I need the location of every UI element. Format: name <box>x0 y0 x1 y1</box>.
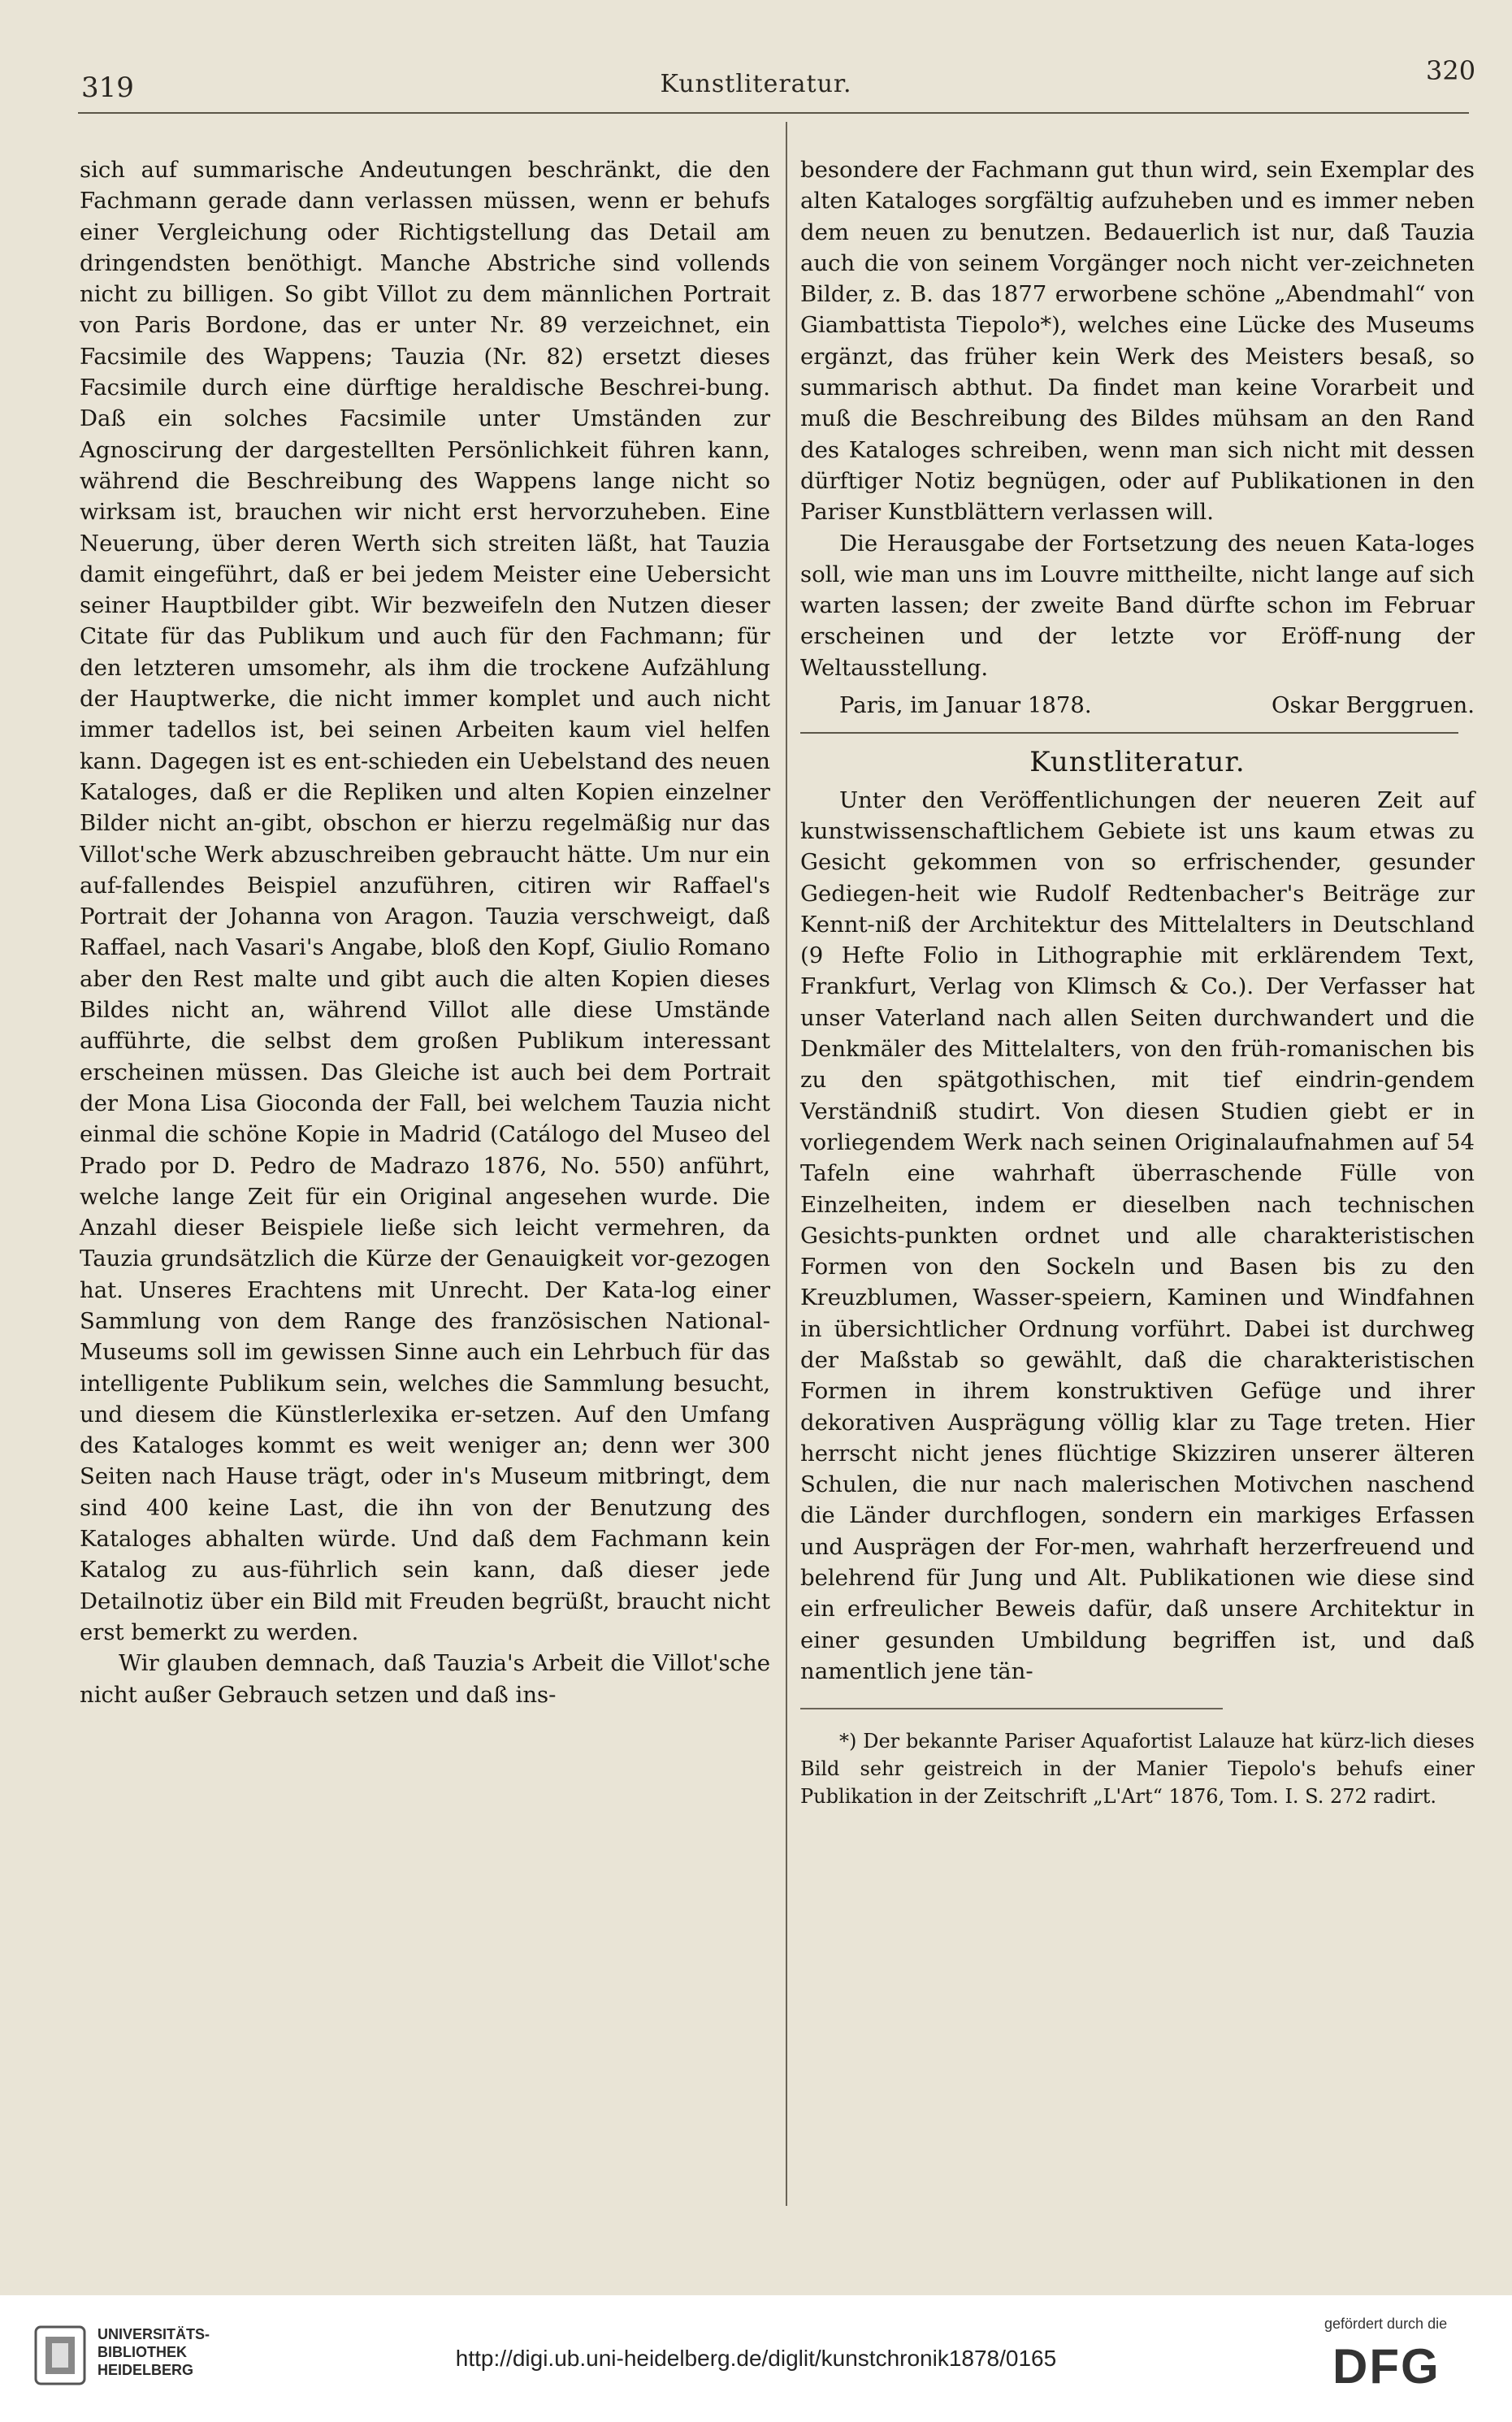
section-title: Kunstliteratur. <box>1029 746 1246 779</box>
right-paragraph-2: Die Herausgabe der Fortsetzung des neuen Kata-loges soll, wie man uns im Louvre mittheilte, nicht lange auf sich warten lassen; der zweite Band dürfte schon im Februar erscheinen und der letzte vor Eröff-nung der Weltausstellung. <box>800 530 1475 681</box>
header-rule <box>78 112 1469 114</box>
section-paragraph: Unter den Veröffentlichungen der neueren Zeit auf kunstwissenschaftlichem Gebiete ist uns kaum etwas zu Gesicht gekommen von so erfrischender, gesunder Gediegen-heit wie Rudolf Redtenbacher's Beiträge zur Kennt-niß der Architektur des Mittelalters in Deutschland (9 Hefte Folio in Lithographie mit erklärendem Text, Frankfurt, Verlag von Klimsch & Co.). Der Verfasser hat unser Vaterland nach allen Seiten durchwandert und die Denkmäler des Mittelalters, von den früh-romanischen bis zu den spätgothischen, mit tief eindrin-gendem Verständniß studirt. Von diesen Studien giebt er in vorliegendem Werk nach seinen Originalaufnahmen auf 54 Tafeln eine wahrhaft überraschende Fülle von Einzelheiten, indem er dieselben nach technischen Gesichts-punkten ordnet und alle charakteristischen Formen von den Sockeln und Basen bis zu den Kreuzblumen, Wasser-speiern, Kaminen und Windfahnen in übersichtlicher Ordnung vorführt. Dabei ist durchweg der Maßstab so gewählt, daß die charakteristischen Formen in ihrem konstruktiven Gefüge und ihrer dekorativen Ausprägung völlig klar zu Tage treten. Hier herrscht nicht jenes flüchtige Skizziren unserer älteren Schulen, die nur nach malerischen Motivchen naschend die Länder durchflogen, sondern ein markiges Erfassen und Ausprägen der For-men, wahrhaft herzerfreuend und belehrend für Jung und Alt. Publikationen wie diese sind ein erfreulicher Beweis dafür, daß unsere Architektur in einer gesunden Umbildung begriffen ist, und daß namentlich jene tän- <box>800 786 1475 1684</box>
funded-by-label: gefördert durch die <box>1324 2316 1448 2332</box>
library-name-line: HEIDELBERG <box>97 2362 194 2378</box>
footnote-rule <box>800 1708 1223 1709</box>
right-column <box>800 154 1475 1810</box>
permalink-url[interactable]: http://digi.ub.uni-heidelberg.de/diglit/kunstchronik1878/0165 <box>455 2346 1057 2371</box>
left-column <box>80 154 770 1710</box>
left-paragraph-1: sich auf summarische Andeutungen beschränkt, die den Fachmann gerade dann verlassen müssen, wenn er behufs einer Vergleichung oder Richtigstellung das Detail am dringendsten benöthigt. Manche Abstriche sind vollends nicht zu billigen. So gibt Villot zu dem männlichen Portrait von Paris Bordone, das er unter Nr. 89 verzeichnet, ein Facsimile des Wappens; Tauzia (Nr. 82) ersetzt dieses Facsimile durch eine dürftige heraldische Beschrei-bung. Daß ein solches Facsimile unter Umständen zur Agnoscirung der dargestellten Persönlichkeit führen kann, während die Beschreibung des Wappens lange nicht so wirksam ist, brauchen wir nicht erst hervorzuheben. Eine Neuerung, über deren Werth sich streiten läßt, hat Tauzia damit eingeführt, daß er bei jedem Meister eine Uebersicht seiner Hauptbilder gibt. Wir bezweifeln den Nutzen dieser Citate für das Publikum und auch für den Fachmann; für den letzteren umsomehr, als ihm die trockene Aufzählung der Hauptwerke, die nicht immer komplet und auch nicht immer tadellos ist, bei seinen Arbeiten kaum viel helfen kann. Dagegen ist es ent-schieden ein Uebelstand des neuen Kataloges, daß er die Repliken und alten Kopien einzelner Bilder nicht an-gibt, obschon er hierzu regelmäßig nur das Villot'sche Werk abzuschreiben gebraucht hätte. Um nur ein auf-fallendes Beispiel anzuführen, citiren wir Raffael's Portrait der Johanna von Aragon. Tauzia verschweigt, daß Raffael, nach Vasari's Angabe, bloß den Kopf, Giulio Romano aber den Rest malte und gibt auch die alten Kopien dieses Bildes nicht an, während Villot alle diese Umstände aufführte, die selbst dem großen Publikum interessant erscheinen müssen. Das Gleiche ist auch bei dem Portrait der Mona Lisa Gioconda der Fall, bei welchem Tauzia nicht einmal die schöne Kopie in Madrid (Catálogo del Museo del Prado por D. Pedro de Madrazo 1876, No. 550) anführt, welche lange Zeit für ein Original angesehen wurde. Die Anzahl dieser Beispiele ließe sich leicht vermehren, da Tauzia grundsätzlich die Kürze der Genauigkeit vor-gezogen hat. Unseres Erachtens mit Unrecht. Der Kata-log einer Sammlung von dem Range des französischen National-Museums soll im gewissen Sinne auch ein Lehrbuch für das intelligente Publikum sein, welches die Sammlung besucht, und diesem die Künstlerlexika er-setzen. Auf den Umfang des Kataloges kommt es weit weniger an; denn wer 300 Seiten nach Hause trägt, oder in's Museum mitbringt, dem sind 400 keine Last, die ihn von der Benutzung des Kataloges abhalten würde. Und daß dem Fachmann kein Katalog zu aus-führlich sein kann, daß dieser jede Detailnotiz über ein Bild mit Freuden begrüßt, braucht nicht erst bemerkt zu werden. <box>80 157 770 1645</box>
library-name-line: UNIVERSITÄTS- <box>97 2326 210 2342</box>
section-rule <box>800 732 1458 734</box>
footnote: *) Der bekannte Pariser Aquafortist Lalauze hat kürz-lich dieses Bild sehr geistreich in der Manier Tiepolo's behufs einer Publikation in der Zeitschrift „L'Art“ 1876, Tom. I. S. 272 radirt. <box>800 1730 1475 1809</box>
column-divider <box>786 122 787 2206</box>
right-paragraph-1: besondere der Fachmann gut thun wird, sein Exemplar des alten Kataloges sorgfältig aufzuheben und es immer neben dem neuen zu benutzen. Bedauerlich ist nur, daß Tauzia auch die von seinem Vorgänger noch nicht ver-zeichneten Bilder, z. B. das 1877 erworbene schöne „Abendmahl“ von Giambattista Tiepolo*), welches eine Lücke des Museums ergänzt, das früher kein Werk des Meisters besaß, so summarisch abthut. Da findet man keine Vorarbeit und muß die Beschreibung des Bildes mühsam an den Rand des Kataloges schreiben, wenn man sich nicht mit dessen dürftiger Notiz begnügen, oder auf Publikationen in den Pariser Kunstblättern verlassen will. <box>800 157 1475 526</box>
page-number-left: 319 <box>81 71 134 104</box>
left-paragraph-2: Wir glauben demnach, daß Tauzia's Arbeit die Villot'sche nicht außer Gebrauch setzen und daß ins- <box>80 1650 770 1708</box>
library-name-line: BIBLIOTHEK <box>97 2344 187 2360</box>
signature-place-date: Paris, im Januar 1878. <box>839 692 1092 719</box>
signature-line <box>800 690 1475 721</box>
page-number-right: 320 <box>1426 55 1476 86</box>
dfg-logo: DFG <box>1332 2339 1441 2394</box>
signature-author: Oskar Berggruen. <box>1271 692 1475 719</box>
running-head: Kunstliteratur. <box>660 70 852 98</box>
